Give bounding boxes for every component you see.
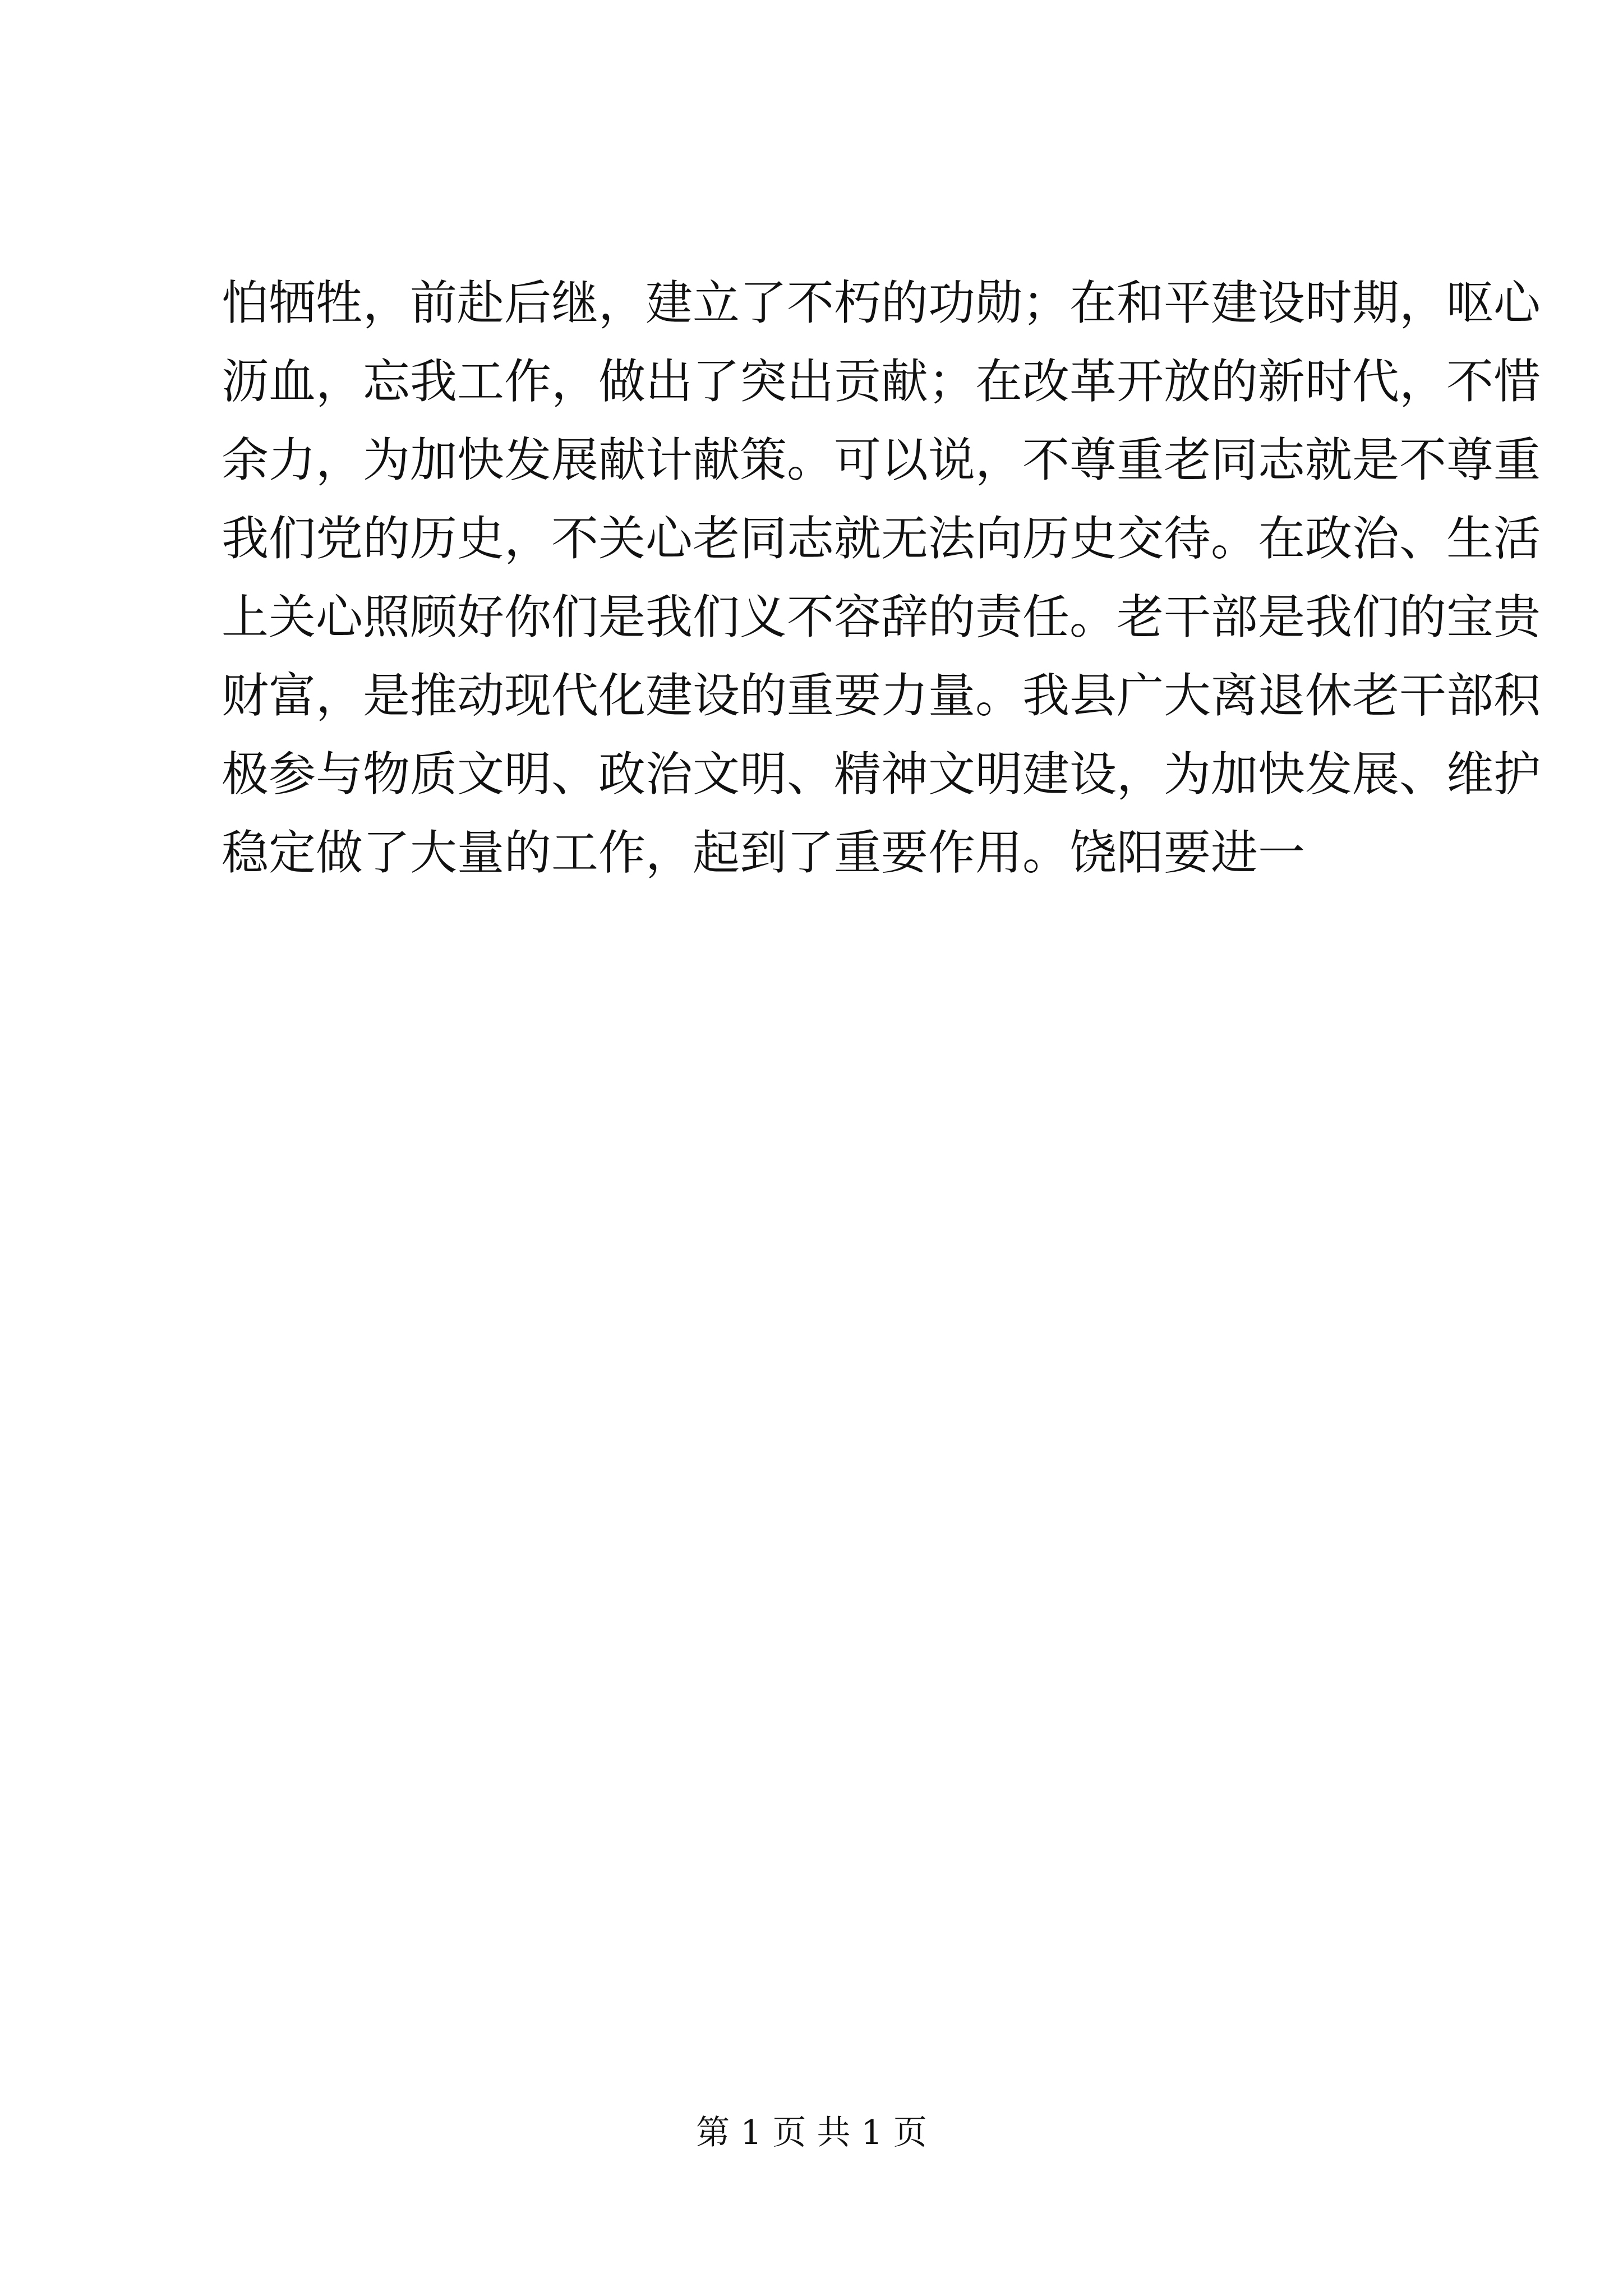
paragraph-line-4: 我们党的历史，不关心老同志就无法向历史交待。在政治、生活 xyxy=(222,511,1541,566)
paragraph-line-3: 余力，为加快发展献计献策。可以说，不尊重老同志就是不尊重 xyxy=(222,432,1541,487)
body-paragraph xyxy=(222,264,1541,892)
paragraph-line-1: 怕牺牲，前赴后继，建立了不朽的功勋；在和平建设时期，呕心 xyxy=(222,275,1541,330)
paragraph-line-8: 稳定做了大量的工作，起到了重要作用。饶阳要进一 xyxy=(222,825,1306,880)
page-number-label: 第 1 页 共 1 页 xyxy=(696,2113,927,2152)
paragraph-line-5: 上关心照顾好你们是我们义不容辞的责任。老干部是我们的宝贵 xyxy=(222,590,1541,645)
paragraph-line-2: 沥血，忘我工作，做出了突出贡献；在改革开放的新时代，不惜 xyxy=(222,354,1541,409)
paragraph-line-6: 财富，是推动现代化建设的重要力量。我县广大离退休老干部积 xyxy=(222,668,1541,723)
paragraph-line-7: 极参与物质文明、政治文明、精神文明建设，为加快发展、维护 xyxy=(222,747,1541,802)
page-footer xyxy=(0,2110,1623,2155)
